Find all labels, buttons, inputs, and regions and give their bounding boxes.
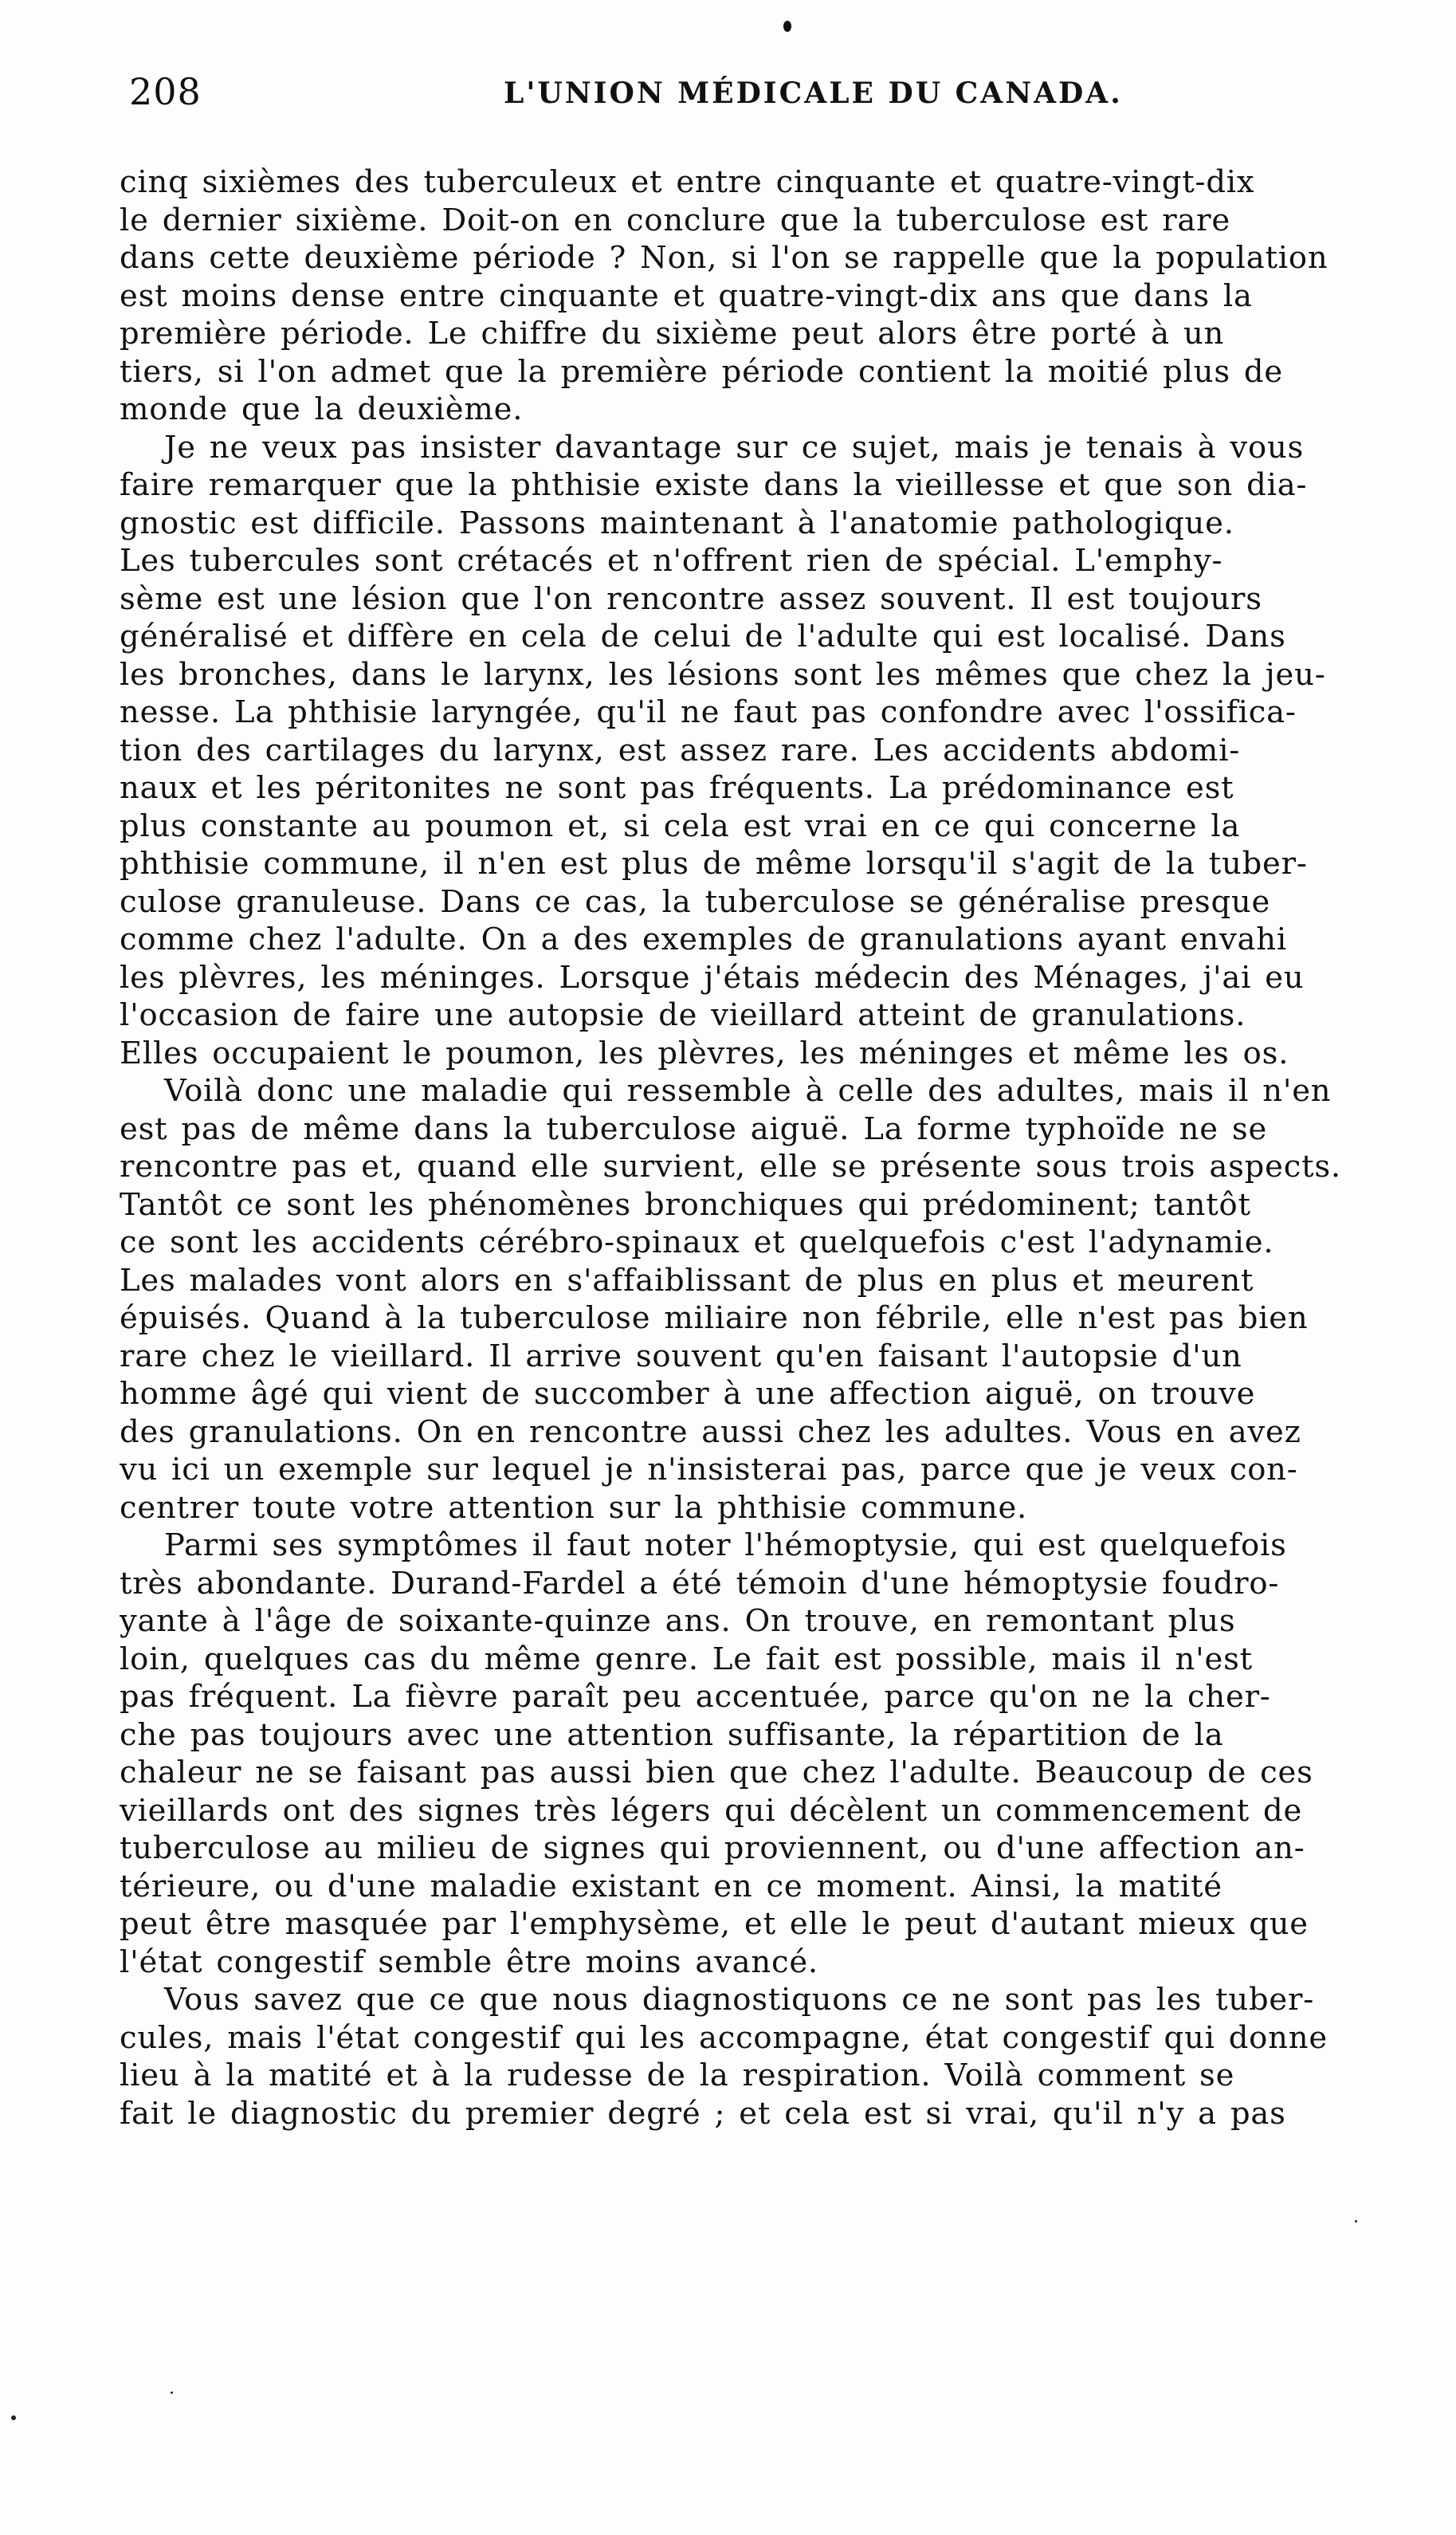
text-line: les bronches, dans le larynx, les lésions sont les mêmes que chez la jeu- <box>120 656 1326 693</box>
text-line: cinq sixièmes des tuberculeux et entre cinquante et quatre-vingt-dix <box>120 164 1255 200</box>
text-line: peut être masquée par l'emphysème, et elle le peut d'autant mieux que <box>120 1906 1309 1942</box>
paragraph-start-line: Parmi ses symptômes il faut noter l'hémoptysie, qui est quelquefois <box>164 1527 1287 1563</box>
text-line: épuisés. Quand à la tuberculose miliaire non fébrile, elle n'est pas bien <box>120 1300 1309 1336</box>
text-line: très abondante. Durand-Fardel a été témoin d'une hémoptysie foudro- <box>120 1565 1280 1602</box>
paragraph-start-line: Vous savez que ce que nous diagnostiquons ce ne sont pas les tuber- <box>164 1982 1315 2018</box>
ink-speck <box>1355 2220 1357 2223</box>
text-line: yante à l'âge de soixante-quinze ans. On trouve, en remontant plus <box>120 1603 1236 1639</box>
text-line: nesse. La phthisie laryngée, qu'il ne faut pas confondre avec l'ossifica- <box>120 694 1297 730</box>
text-line: tuberculose au milieu de signes qui proviennent, ou d'une affection an- <box>120 1830 1305 1866</box>
article-body <box>120 163 1395 2132</box>
text-line: plus constante au poumon et, si cela est vrai en ce qui concerne la <box>120 808 1241 844</box>
text-line: gnostic est difficile. Passons maintenant à l'anatomie pathologique. <box>120 505 1234 541</box>
text-line: Tantôt ce sont les phénomènes bronchiques qui prédominent; tantôt <box>120 1186 1251 1223</box>
text-line: Elles occupaient le poumon, les plèvres, les méninges et même les os. <box>120 1035 1289 1071</box>
text-line: le dernier sixième. Doit-on en conclure que la tuberculose est rare <box>120 202 1230 238</box>
paragraph-start-line: Je ne veux pas insister davantage sur ce sujet, mais je tenais à vous <box>164 429 1305 466</box>
text-line: généralisé et diffère en cela de celui de l'adulte qui est localisé. Dans <box>120 619 1286 654</box>
text-line: rare chez le vieillard. Il arrive souvent qu'en faisant l'autopsie d'un <box>120 1338 1242 1374</box>
text-line: première période. Le chiffre du sixième peut alors être porté à un <box>120 316 1225 352</box>
text-line: est moins dense entre cinquante et quatre-vingt-dix ans que dans la <box>120 277 1253 314</box>
text-line: homme âgé qui vient de succomber à une affection aiguë, on trouve <box>120 1376 1256 1412</box>
text-line: pas fréquent. La fièvre paraît peu accentuée, parce qu'on ne la cher- <box>120 1679 1271 1715</box>
text-line: tion des cartilages du larynx, est assez rare. Les accidents abdomi- <box>120 732 1241 768</box>
text-line: dans cette deuxième période ? Non, si l'on se rappelle que la population <box>120 240 1328 276</box>
text-line: lieu à la matité et à la rudesse de la respiration. Voilà comment se <box>120 2057 1235 2093</box>
text-line: monde que la deuxième. <box>120 391 524 427</box>
text-line: est pas de même dans la tuberculose aiguë. La forme typhoïde ne se <box>120 1110 1268 1147</box>
text-line: culose granuleuse. Dans ce cas, la tuberculose se généralise presque <box>120 883 1271 920</box>
ink-dot <box>783 21 791 32</box>
text-line: cules, mais l'état congestif qui les accompagne, état congestif qui donne <box>120 2019 1328 2056</box>
text-line: Les tubercules sont crétacés et n'offrent rien de spécial. L'emphy- <box>120 543 1223 579</box>
text-line: naux et les péritonites ne sont pas fréquents. La prédominance est <box>120 770 1234 806</box>
text-line: térieure, ou d'une maladie existant en ce moment. Ainsi, la matité <box>120 1868 1222 1904</box>
running-header <box>129 70 1123 118</box>
text-line: des granulations. On en rencontre aussi chez les adultes. Vous en avez <box>120 1413 1301 1450</box>
text-line: l'état congestif semble être moins avancé. <box>120 1944 818 1980</box>
page-number: 208 <box>129 70 202 113</box>
text-line: phthisie commune, il n'en est plus de même lorsqu'il s'agit de la tuber- <box>120 846 1308 882</box>
text-line: comme chez l'adulte. On a des exemples de granulations ayant envahi <box>120 922 1287 957</box>
text-line: vieillards ont des signes très légers qui décèlent un commencement de <box>120 1792 1303 1829</box>
text-line: chaleur ne se faisant pas aussi bien que chez l'adulte. Beaucoup de ces <box>120 1755 1313 1790</box>
text-line: sème est une lésion que l'on rencontre assez souvent. Il est toujours <box>120 580 1262 617</box>
text-line: centrer toute votre attention sur la phthisie commune. <box>120 1489 1028 1526</box>
ink-speck <box>11 2415 16 2420</box>
text-line: Les malades vont alors en s'affaiblissant de plus en plus et meurent <box>120 1262 1254 1299</box>
text-line: faire remarquer que la phthisie existe dans la vieillesse et que son dia- <box>120 467 1308 503</box>
text-line: loin, quelques cas du même genre. Le fait est possible, mais il n'est <box>120 1641 1253 1677</box>
ink-speck <box>171 2392 173 2394</box>
text-line: fait le diagnostic du premier degré ; et cela est si vrai, qu'il n'y a pas <box>120 2095 1286 2132</box>
text-line: che pas toujours avec une attention suffisante, la répartition de la <box>120 1716 1224 1753</box>
paragraph-start-line: Voilà donc une maladie qui ressemble à celle des adultes, mais il n'en <box>164 1073 1332 1109</box>
text-line: rencontre pas et, quand elle survient, elle se présente sous trois aspects. <box>120 1149 1341 1185</box>
journal-title: L'UNION MÉDICALE DU CANADA. <box>504 77 1123 110</box>
text-line: l'occasion de faire une autopsie de vieillard atteint de granulations. <box>120 997 1246 1033</box>
text-line: tiers, si l'on admet que la première période contient la moitié plus de <box>120 353 1283 390</box>
text-line: vu ici un exemple sur lequel je n'insisterai pas, parce que je veux con- <box>120 1452 1298 1488</box>
text-line: les plèvres, les méninges. Lorsque j'étais médecin des Ménages, j'ai eu <box>120 959 1305 996</box>
text-line: ce sont les accidents cérébro-spinaux et quelquefois c'est l'adynamie. <box>120 1224 1274 1260</box>
